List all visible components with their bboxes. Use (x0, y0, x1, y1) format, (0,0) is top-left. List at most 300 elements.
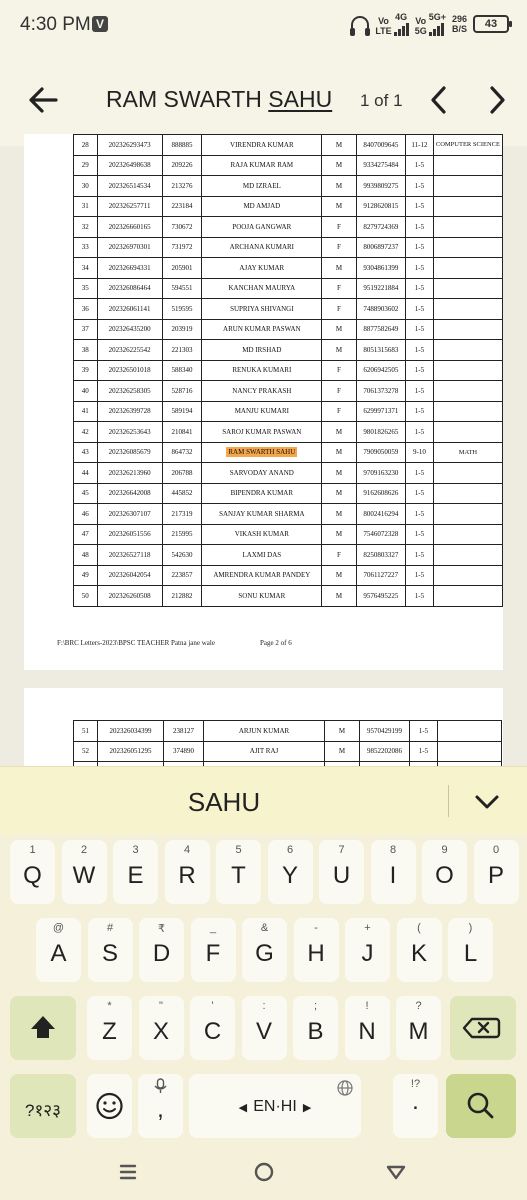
gender-cell: M (322, 155, 356, 176)
application-id-cell: 202326642008 (97, 483, 162, 504)
key-label: V (255, 1018, 272, 1045)
application-id-cell: 202326501018 (97, 360, 162, 381)
code-cell: 238127 (164, 721, 204, 742)
table-row-match (74, 442, 503, 463)
application-id-cell: 202326042054 (97, 565, 162, 586)
page-footer-number: Page 2 of 6 (260, 639, 292, 647)
key-y[interactable] (268, 840, 313, 904)
class-cell: 1-5 (406, 586, 434, 607)
serial-cell: 29 (74, 155, 98, 176)
sim2-label-top: Vo (415, 16, 427, 26)
gender-cell: M (322, 340, 356, 361)
application-id-cell: 202326051556 (97, 524, 162, 545)
key-hint: * (107, 1000, 112, 1012)
key-label: W (72, 862, 96, 889)
application-id-cell: 202326660165 (97, 217, 162, 238)
table-row (74, 401, 503, 422)
home-icon[interactable] (244, 1152, 284, 1192)
key-hint: 1 (29, 844, 36, 856)
key-label: H (307, 940, 325, 967)
teacher-name-cell: MANJU KUMARI (202, 401, 322, 422)
search-query-prefix: RAM SWARTH (106, 86, 269, 112)
application-id-cell: 202326086464 (97, 278, 162, 299)
gender-cell: M (322, 135, 356, 156)
table-row (74, 299, 503, 320)
teacher-name-cell: VIKASH KUMAR (202, 524, 322, 545)
teacher-name-cell: MD IZRAEL (202, 176, 322, 197)
code-cell: 589194 (162, 401, 201, 422)
key-label: R (178, 862, 196, 889)
comma-key[interactable] (138, 1074, 183, 1138)
keyboard-suggestion-bar (0, 766, 527, 834)
key-t[interactable] (216, 840, 261, 904)
subject-cell (438, 741, 502, 762)
period-key[interactable] (393, 1074, 438, 1138)
key-label: E (127, 862, 144, 889)
key-hint: @ (52, 922, 65, 934)
key-w[interactable] (62, 840, 107, 904)
key-c[interactable] (190, 996, 235, 1060)
code-cell: 209226 (162, 155, 201, 176)
table-row (74, 319, 503, 340)
backspace-key[interactable] (450, 996, 516, 1060)
class-cell: 1-5 (406, 319, 434, 340)
teacher-name-cell: POOJA GANGWAR (202, 217, 322, 238)
phone-cell: 9709163230 (356, 463, 406, 484)
code-cell: 594551 (162, 278, 201, 299)
key-label: Y (281, 862, 298, 889)
subject-cell (433, 565, 502, 586)
class-cell: 1-5 (406, 360, 434, 381)
class-cell: 1-5 (406, 258, 434, 279)
numbers-key-label: ?१२३ (25, 1101, 61, 1120)
code-cell: 223857 (162, 565, 201, 586)
phone-cell: 9570429199 (360, 721, 410, 742)
recent-apps-icon[interactable] (108, 1152, 148, 1192)
phone-cell: 8877582649 (356, 319, 406, 340)
subject-cell (433, 176, 502, 197)
phone-cell: 7061373278 (356, 381, 406, 402)
sim2-label-bottom: 5G (414, 26, 427, 36)
class-cell: 1-5 (406, 483, 434, 504)
period-key-label: . (412, 1088, 419, 1115)
teacher-name-cell: VIRENDRA KUMAR (202, 135, 322, 156)
key-label: O (435, 862, 454, 889)
net2-label: 5G+ (428, 12, 446, 22)
serial-cell: 41 (74, 401, 98, 422)
class-cell: 1-5 (406, 217, 434, 238)
comma-key-label: , (157, 1096, 164, 1123)
subject-cell (433, 381, 502, 402)
document-page (24, 134, 503, 670)
class-cell: 1-5 (406, 565, 434, 586)
subject-cell (433, 237, 502, 258)
key-label: K (410, 940, 427, 967)
subject-cell (433, 299, 502, 320)
key-hint: 5 (235, 844, 242, 856)
phone-cell: 8006897237 (356, 237, 406, 258)
key-b[interactable] (293, 996, 338, 1060)
code-cell: 223184 (162, 196, 201, 217)
teacher-name-cell: KANCHAN MAURYA (202, 278, 322, 299)
key-f[interactable] (191, 918, 236, 982)
table-row (74, 545, 503, 566)
teacher-name-cell: RENUKA KUMARI (202, 360, 322, 381)
serial-cell: 44 (74, 463, 98, 484)
gender-cell: F (322, 360, 356, 381)
gender-cell: F (322, 381, 356, 402)
subject-cell: MATH (433, 442, 502, 463)
class-cell: 1-5 (406, 422, 434, 443)
phone-cell: 9801826265 (356, 422, 406, 443)
application-id-cell: 202326498638 (97, 155, 162, 176)
serial-cell: 33 (74, 237, 98, 258)
application-id-cell: 202326213960 (97, 463, 162, 484)
serial-cell: 37 (74, 319, 98, 340)
back-triangle-icon[interactable] (376, 1152, 416, 1192)
teacher-name-cell: ARCHANA KUMARI (202, 237, 322, 258)
phone-cell: 9128620815 (356, 196, 406, 217)
phone-cell: 9162608626 (356, 483, 406, 504)
serial-cell: 38 (74, 340, 98, 361)
subject-cell (433, 504, 502, 525)
shift-key[interactable] (10, 996, 76, 1060)
key-label: P (487, 862, 504, 889)
key-v[interactable] (242, 996, 287, 1060)
key-u[interactable] (319, 840, 364, 904)
net1-label: 4G (395, 12, 408, 22)
application-id-cell: 202326514534 (97, 176, 162, 197)
subject-cell (433, 401, 502, 422)
application-id-cell: 202326970301 (97, 237, 162, 258)
code-cell: 212882 (162, 586, 201, 607)
key-label: X (152, 1018, 169, 1045)
table-row (74, 741, 502, 762)
key-z[interactable] (87, 996, 132, 1060)
key-hint: # (106, 922, 114, 934)
phone-cell: 8407009645 (356, 135, 406, 156)
table-row (74, 565, 503, 586)
application-id-cell: 202326694331 (97, 258, 162, 279)
application-id-cell: 202326527118 (97, 545, 162, 566)
application-id-cell: 202326061141 (97, 299, 162, 320)
numbers-key[interactable] (10, 1074, 76, 1138)
table-row (74, 258, 503, 279)
code-cell: 217319 (162, 504, 201, 525)
space-key-label (189, 1098, 361, 1116)
serial-cell: 50 (74, 586, 98, 607)
key-p[interactable] (474, 840, 519, 904)
key-a[interactable] (36, 918, 81, 982)
application-id-cell: 202326260508 (97, 586, 162, 607)
subject-cell (433, 319, 502, 340)
headphone-icon (351, 16, 369, 32)
phone-cell: 9852202086 (360, 741, 410, 762)
key-label: D (152, 940, 171, 967)
sim2-signal (415, 12, 446, 36)
key-label: A (50, 940, 67, 967)
table-row (74, 524, 503, 545)
shift-arrow-icon (10, 996, 76, 1060)
class-cell: 1-5 (406, 381, 434, 402)
previous-match-icon[interactable] (424, 82, 454, 118)
phone-cell: 7909050059 (356, 442, 406, 463)
code-cell: 731972 (162, 237, 201, 258)
teacher-name-cell: SUPRIYA SHIVANGI (202, 299, 322, 320)
table-row (74, 135, 503, 156)
key-hint: ? (415, 1000, 422, 1012)
key-hint: ' (211, 1000, 214, 1012)
gender-cell: M (322, 442, 356, 463)
teacher-name-cell: RAJA KUMAR RAM (202, 155, 322, 176)
code-cell: 445852 (162, 483, 201, 504)
next-match-icon[interactable] (482, 82, 512, 118)
key-label: M (408, 1018, 429, 1045)
teacher-name-cell: AJAY KUMAR (202, 258, 322, 279)
phone-cell: 8250803327 (356, 545, 406, 566)
table-row (74, 237, 503, 258)
key-hint: _ (209, 922, 217, 934)
gender-cell: M (325, 741, 360, 762)
key-o[interactable] (422, 840, 467, 904)
application-id-cell: 202326253643 (97, 422, 162, 443)
class-cell: 1-5 (406, 401, 434, 422)
language-label: EN·HI (253, 1098, 297, 1115)
key-q[interactable] (10, 840, 55, 904)
document-viewer[interactable] (0, 140, 527, 766)
subject-cell (433, 155, 502, 176)
table-row (74, 463, 503, 484)
key-hint: 0 (492, 844, 500, 856)
gender-cell: F (322, 237, 356, 258)
key-n[interactable] (345, 996, 390, 1060)
gender-cell: F (322, 401, 356, 422)
key-label: Z (102, 1018, 117, 1045)
network-speed (452, 14, 467, 34)
suggestion-word[interactable]: SAHU (187, 787, 261, 817)
key-k[interactable] (397, 918, 442, 982)
class-cell: 9-10 (406, 442, 434, 463)
serial-cell: 43 (74, 442, 98, 463)
key-h[interactable] (294, 918, 339, 982)
serial-cell: 45 (74, 483, 98, 504)
class-cell: 1-5 (406, 340, 434, 361)
key-label: L (463, 940, 478, 967)
keyboard (0, 834, 527, 1144)
key-hint: - (314, 922, 318, 934)
application-id-cell: 202326085679 (97, 442, 162, 463)
match-counter: 1 of 1 (360, 91, 403, 110)
emoji-key[interactable] (87, 1074, 132, 1138)
key-hint: ! (365, 1000, 369, 1012)
application-id-cell: 202326225542 (97, 340, 162, 361)
key-hint: : (262, 1000, 266, 1012)
serial-cell: 49 (74, 565, 98, 586)
status-icons (351, 12, 509, 36)
class-cell: 1-5 (406, 299, 434, 320)
sim1-label-top: Vo (378, 16, 389, 26)
gender-cell: M (322, 524, 356, 545)
subject-cell (433, 278, 502, 299)
serial-cell: 36 (74, 299, 98, 320)
phone-cell: 9304861399 (356, 258, 406, 279)
serial-cell: 34 (74, 258, 98, 279)
battery-icon: 43 (473, 15, 509, 33)
key-label: I (389, 862, 397, 889)
teacher-name-cell: MD AMJAD (202, 196, 322, 217)
key-hint: 9 (441, 844, 448, 856)
serial-cell: 51 (74, 721, 98, 742)
phone-cell: 9576495225 (356, 586, 406, 607)
subject-cell (433, 258, 502, 279)
code-cell: 213276 (162, 176, 201, 197)
gender-cell: F (322, 278, 356, 299)
class-cell: 1-5 (406, 504, 434, 525)
gender-cell: M (325, 721, 360, 742)
key-x[interactable] (139, 996, 184, 1060)
search-key[interactable] (446, 1074, 516, 1138)
phone-cell: 9334275484 (356, 155, 406, 176)
code-cell: 588340 (162, 360, 201, 381)
subject-cell (438, 721, 502, 742)
key-hint: & (260, 922, 269, 934)
globe-icon (335, 1078, 355, 1098)
key-label: N (358, 1018, 376, 1045)
teacher-name-cell: SAROJ KUMAR PASWAN (202, 422, 322, 443)
serial-cell: 48 (74, 545, 98, 566)
serial-cell: 52 (74, 741, 98, 762)
key-d[interactable] (139, 918, 184, 982)
key-label: J (361, 940, 374, 967)
teacher-name-cell: ARUN KUMAR PASWAN (202, 319, 322, 340)
class-cell: 1-5 (406, 545, 434, 566)
serial-cell: 39 (74, 360, 98, 381)
teacher-name-cell: SARVODAY ANAND (202, 463, 322, 484)
teacher-name-cell: ARJUN KUMAR (204, 721, 325, 742)
teacher-name-cell: AMRENDRA KUMAR PANDEY (202, 565, 322, 586)
key-hint: 3 (132, 844, 139, 856)
right-arrow-glyph: ▶ (296, 1102, 312, 1114)
space-key[interactable] (189, 1074, 361, 1138)
gender-cell: F (322, 217, 356, 238)
application-id-cell: 202326399728 (97, 401, 162, 422)
key-label: B (307, 1018, 324, 1045)
back-arrow-icon[interactable] (24, 80, 64, 120)
teacher-name-cell: SONU KUMAR (202, 586, 322, 607)
phone-cell: 6206942505 (356, 360, 406, 381)
key-hint: 2 (80, 844, 88, 856)
search-query[interactable] (106, 86, 332, 113)
period-key-hint: !? (410, 1078, 421, 1090)
class-cell: 1-5 (406, 237, 434, 258)
key-label: C (203, 1018, 222, 1045)
gender-cell: M (322, 565, 356, 586)
key-label: T (231, 862, 246, 889)
phone-cell: 8051315683 (356, 340, 406, 361)
application-id-cell: 202326258305 (97, 381, 162, 402)
table-row (74, 381, 503, 402)
class-cell: 1-5 (406, 155, 434, 176)
key-hint: ₹ (158, 923, 165, 935)
serial-cell: 46 (74, 504, 98, 525)
gender-cell: F (322, 545, 356, 566)
key-label: S (101, 940, 118, 967)
subject-cell (433, 422, 502, 443)
table-row (74, 155, 503, 176)
key-hint: ( (417, 922, 421, 934)
class-cell: 1-5 (410, 741, 438, 762)
key-i[interactable] (371, 840, 416, 904)
gender-cell: M (322, 483, 356, 504)
teacher-name-cell: LAXMI DAS (202, 545, 322, 566)
teacher-name-cell: SANJAY KUMAR SHARMA (202, 504, 322, 525)
speed-value: 296 (451, 14, 467, 24)
code-cell: 864732 (162, 442, 201, 463)
page-footer-path: F:\BRC Letters-2023\BPSC TEACHER Patna jane wale (57, 639, 215, 647)
serial-cell: 35 (74, 278, 98, 299)
serial-cell: 32 (74, 217, 98, 238)
key-r[interactable] (165, 840, 210, 904)
subject-cell (433, 196, 502, 217)
class-cell: 1-5 (406, 463, 434, 484)
sim1-label-bottom: LTE (375, 26, 392, 36)
key-m[interactable] (396, 996, 441, 1060)
table-row (74, 196, 503, 217)
class-cell: 1-5 (406, 196, 434, 217)
left-arrow-glyph: ◀ (238, 1102, 254, 1114)
key-g[interactable] (242, 918, 287, 982)
table-row (74, 483, 503, 504)
gender-cell: M (322, 176, 356, 197)
suggestion-divider (448, 785, 449, 817)
search-match-highlight: RAM SWARTH SAHU (228, 448, 296, 457)
subject-cell (433, 463, 502, 484)
serial-cell: 42 (74, 422, 98, 443)
code-cell: 528716 (162, 381, 201, 402)
code-cell: 221303 (162, 340, 201, 361)
table-row (74, 340, 503, 361)
subject-cell (433, 360, 502, 381)
table-row (74, 586, 503, 607)
gender-cell: M (322, 319, 356, 340)
key-j[interactable] (345, 918, 390, 982)
teacher-roster-table (73, 134, 503, 607)
status-bar (0, 0, 527, 56)
key-s[interactable] (88, 918, 133, 982)
system-navigation-bar (0, 1144, 527, 1200)
key-e[interactable] (113, 840, 158, 904)
gender-cell: M (322, 586, 356, 607)
application-id-cell: 202326307107 (97, 504, 162, 525)
serial-cell: 30 (74, 176, 98, 197)
signal-bars-icon (394, 22, 409, 36)
chevron-down-icon[interactable] (470, 787, 504, 817)
key-hint: " (159, 1000, 163, 1012)
teacher-name-cell: BIPENDRA KUMAR (202, 483, 322, 504)
table-row (74, 721, 502, 742)
key-label: F (205, 940, 221, 967)
code-cell: 205901 (162, 258, 201, 279)
application-id-cell: 202326257711 (97, 196, 162, 217)
emoji-icon (87, 1074, 132, 1138)
code-cell: 730672 (162, 217, 201, 238)
code-cell: 215995 (162, 524, 201, 545)
table-row (74, 176, 503, 197)
class-cell: 11-12 (406, 135, 434, 156)
phone-cell: 7488903602 (356, 299, 406, 320)
microphone-icon (138, 1076, 183, 1096)
key-l[interactable] (448, 918, 493, 982)
